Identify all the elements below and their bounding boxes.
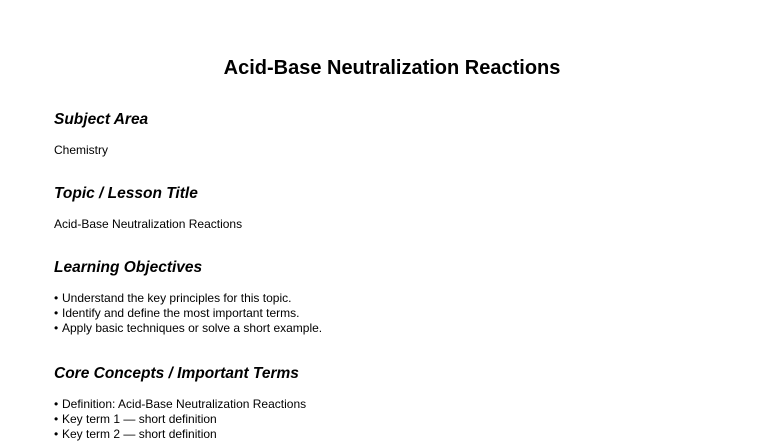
list-item-text: Key term 2 — short definition <box>62 427 217 441</box>
list-item <box>54 321 754 336</box>
list-item-text: Apply basic techniques or solve a short example. <box>62 321 323 335</box>
section-heading-topic: Topic / Lesson Title <box>54 185 198 202</box>
section-core-concepts <box>54 364 754 442</box>
list-item-text: Key term 1 — short definition <box>62 412 217 426</box>
list-item-text: Identify and define the most important terms. <box>62 306 300 320</box>
list-item <box>54 412 754 427</box>
section-heading-learning-objectives: Learning Objectives <box>54 259 203 276</box>
section-heading-core-concepts: Core Concepts / Important Terms <box>54 365 299 382</box>
topic-value: Acid-Base Neutralization Reactions <box>54 217 243 231</box>
concepts-list <box>54 397 754 442</box>
section-heading-subject-area: Subject Area <box>54 111 149 128</box>
list-item <box>54 397 754 412</box>
list-item-text: Understand the key principles for this topic. <box>62 291 292 305</box>
list-item <box>54 306 754 321</box>
document-title: Acid-Base Neutralization Reactions <box>223 57 561 79</box>
list-item <box>54 291 754 306</box>
list-item-text: Definition: Acid-Base Neutralization Reactions <box>62 397 307 411</box>
objectives-list <box>54 291 754 336</box>
list-item <box>54 427 754 442</box>
subject-area-value: Chemistry <box>54 143 109 157</box>
section-subject-area <box>54 110 754 158</box>
section-learning-objectives <box>54 258 754 336</box>
section-topic <box>54 184 754 232</box>
